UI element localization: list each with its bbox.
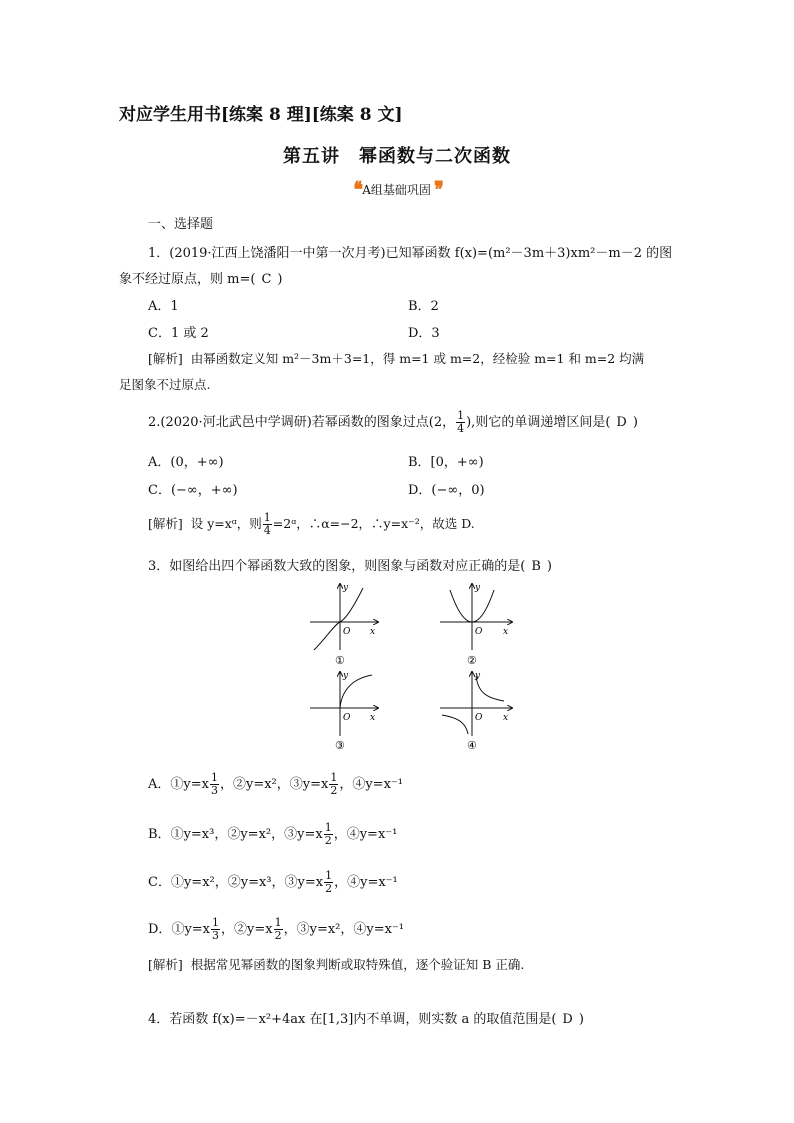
graph-1 — [310, 583, 378, 667]
q3-option-a-part1: ①y=x — [170, 777, 209, 792]
q3-option-c-letter: C． — [148, 875, 171, 890]
graph-1-curve — [314, 588, 363, 650]
q3-option-c-frac1-den: 2 — [325, 882, 333, 895]
q1-analysis-line2: 足图象不过原点. — [119, 377, 211, 392]
q3-option-b-frac1-num: 1 — [324, 821, 332, 834]
graph-1-x-label: x — [370, 627, 376, 637]
q3-option-b-frac1-den: 2 — [324, 834, 332, 847]
q3-option-a-letter: A． — [148, 777, 171, 792]
graph-3-origin: O — [343, 713, 351, 723]
graph-2 — [440, 583, 512, 667]
graph-2-x-label: x — [503, 627, 509, 637]
q3-option-c-frac1-num: 1 — [325, 869, 333, 882]
graph-3-x-label: x — [370, 713, 376, 723]
q3-option-d-frac2 — [274, 917, 283, 942]
graph-1-label: ① — [335, 654, 345, 667]
q3-option-a-part2: ，②y=x²，③y=x — [219, 777, 329, 792]
q3-answer: B — [531, 559, 541, 574]
group-badge — [353, 176, 441, 203]
q3-analysis-text: 根据常见幂函数的图象判断或取特殊值，逐个验证知 B 正确. — [190, 957, 525, 972]
q1-stem-line2 — [119, 268, 282, 287]
q2-option-b: B．[0，+∞) — [408, 455, 484, 470]
group-badge-label: A组基础巩固 — [362, 183, 431, 197]
q2-answer: D — [616, 415, 627, 430]
q2-analysis-label: [解析] — [148, 516, 183, 531]
q2-stem-prefix: 2.(2020·河北武邑中学调研)若幂函数的图象过点(2， — [148, 415, 456, 430]
graph-3-y-label: y — [343, 671, 349, 681]
q2-frac-den: 4 — [457, 422, 465, 435]
q1-analysis-line1 — [148, 349, 644, 367]
graph-4 — [440, 671, 512, 752]
q2-frac-num: 1 — [457, 409, 465, 422]
q2-analysis-part1: 设 y=xᵅ，则 — [190, 516, 262, 531]
graph-4-label: ④ — [467, 739, 477, 752]
q3-option-a-frac2-den: 2 — [330, 784, 338, 797]
q3-option-b-frac1 — [324, 822, 333, 847]
graph-4-curve-right — [476, 676, 504, 701]
graph-1-y-label: y — [343, 583, 349, 593]
q1-analysis-label: [解析] — [148, 351, 183, 366]
graph-2-label: ② — [467, 654, 477, 667]
q4-stem — [148, 1008, 584, 1027]
graph-3 — [310, 671, 378, 752]
graph-2-y-label: y — [475, 583, 481, 593]
q4-close: ) — [578, 1012, 584, 1027]
q2-analysis-part2: =2ᵅ，∴α=−2，∴y=x⁻²，故选 D. — [272, 516, 475, 531]
q1-option-a: A．1 — [148, 299, 179, 314]
q3-option-b — [148, 822, 397, 847]
q3-option-c-part1: ①y=x²，②y=x³，③y=x — [170, 875, 324, 890]
quote-open-icon: ❛❛ — [353, 176, 360, 203]
q2-stem — [148, 410, 638, 435]
q3-option-c — [148, 870, 398, 895]
q3-analysis — [148, 955, 524, 973]
lesson-title: 第五讲 幂函数与二次函数 — [283, 146, 511, 167]
q3-option-d-part1: ①y=x — [171, 922, 211, 937]
graph-4-y-label: y — [475, 671, 481, 681]
q3-graphs-figure — [300, 578, 530, 753]
q3-option-d-frac1 — [211, 917, 220, 942]
graph-2-origin: O — [475, 627, 483, 637]
graph-4-curve-left — [442, 715, 468, 734]
graph-4-x-label: x — [503, 713, 509, 723]
q2-close: ) — [632, 415, 638, 430]
q3-option-d-part2: ，②y=x — [221, 922, 273, 937]
q3-stem-text: 3．如图给出四个幂函数大致的图象，则图象与函数对应正确的是( — [148, 559, 526, 574]
q4-answer: D — [562, 1012, 573, 1027]
q3-option-d-frac2-den: 2 — [274, 929, 282, 942]
q1-stem-prefix: 象不经过原点，则 m=( — [119, 272, 256, 287]
q4-stem-text: 4．若函数 f(x)=－x²+4ax 在[1,3]内不单调，则实数 a 的取值范围是( — [148, 1012, 557, 1027]
q1-answer: C — [261, 272, 272, 287]
q1-option-b: B．2 — [408, 299, 439, 314]
q3-option-a-frac1 — [210, 772, 219, 797]
graph-1-origin: O — [343, 627, 351, 637]
q3-option-a-frac1-den: 3 — [210, 784, 218, 797]
q2-option-a: A．(0，+∞) — [148, 455, 224, 470]
q1-analysis-text: 由幂函数定义知 m²－3m＋3=1，得 m=1 或 m=2，经检验 m=1 和 m=2 均满 — [190, 351, 645, 366]
q3-option-d-frac1-num: 1 — [212, 916, 220, 929]
q3-option-a — [148, 772, 403, 797]
q3-option-c-part2: ，④y=x⁻¹ — [334, 875, 398, 890]
q1-option-c: C．1 或 2 — [148, 326, 209, 341]
q1-stem-line1: 1．(2019·江西上饶潘阳一中第一次月考)已知幂函数 f(x)=(m²－3m＋3)xm²－m－2 的图 — [148, 246, 673, 261]
q2-analysis-fraction — [263, 512, 272, 537]
q3-option-d-frac2-num: 1 — [274, 916, 282, 929]
q3-option-b-part1: ①y=x³，②y=x²，③y=x — [170, 827, 323, 842]
q3-option-d-letter: D． — [148, 922, 172, 937]
q3-option-d-part3: ，③y=x²，④y=x⁻¹ — [283, 922, 405, 937]
q3-option-d-frac1-den: 3 — [212, 929, 220, 942]
q2-analysis — [148, 512, 475, 537]
q3-option-b-letter: B． — [148, 827, 171, 842]
q2-option-d: D．(−∞，0) — [408, 483, 485, 498]
graph-4-origin: O — [475, 713, 483, 723]
q2-option-c: C．(−∞，+∞) — [148, 483, 238, 498]
q3-stem — [148, 555, 552, 574]
q2-analysis-frac-num: 1 — [263, 511, 271, 524]
q3-option-b-part2: ，④y=x⁻¹ — [333, 827, 398, 842]
q2-fraction — [456, 410, 465, 435]
q3-option-a-frac2 — [329, 772, 338, 797]
q2-analysis-frac-den: 4 — [263, 524, 271, 537]
q1-stem-suffix: ) — [277, 272, 283, 287]
page-header: 对应学生用书[练案 8 理][练案 8 文] — [119, 105, 403, 125]
q3-option-a-frac2-num: 1 — [330, 771, 338, 784]
section-heading: 一、选择题 — [148, 217, 214, 232]
q2-stem-suffix: ),则它的单调递增区间是( — [466, 415, 611, 430]
q3-option-a-frac1-num: 1 — [210, 771, 218, 784]
q3-analysis-label: [解析] — [148, 957, 183, 972]
q1-option-d: D．3 — [408, 326, 440, 341]
graph-3-label: ③ — [335, 739, 345, 752]
q3-option-c-frac1 — [324, 870, 333, 895]
quote-close-icon: ❜❜ — [433, 176, 441, 203]
q3-option-d — [148, 917, 404, 942]
q3-close: ) — [546, 559, 552, 574]
q3-option-a-part3: ，④y=x⁻¹ — [339, 777, 403, 792]
